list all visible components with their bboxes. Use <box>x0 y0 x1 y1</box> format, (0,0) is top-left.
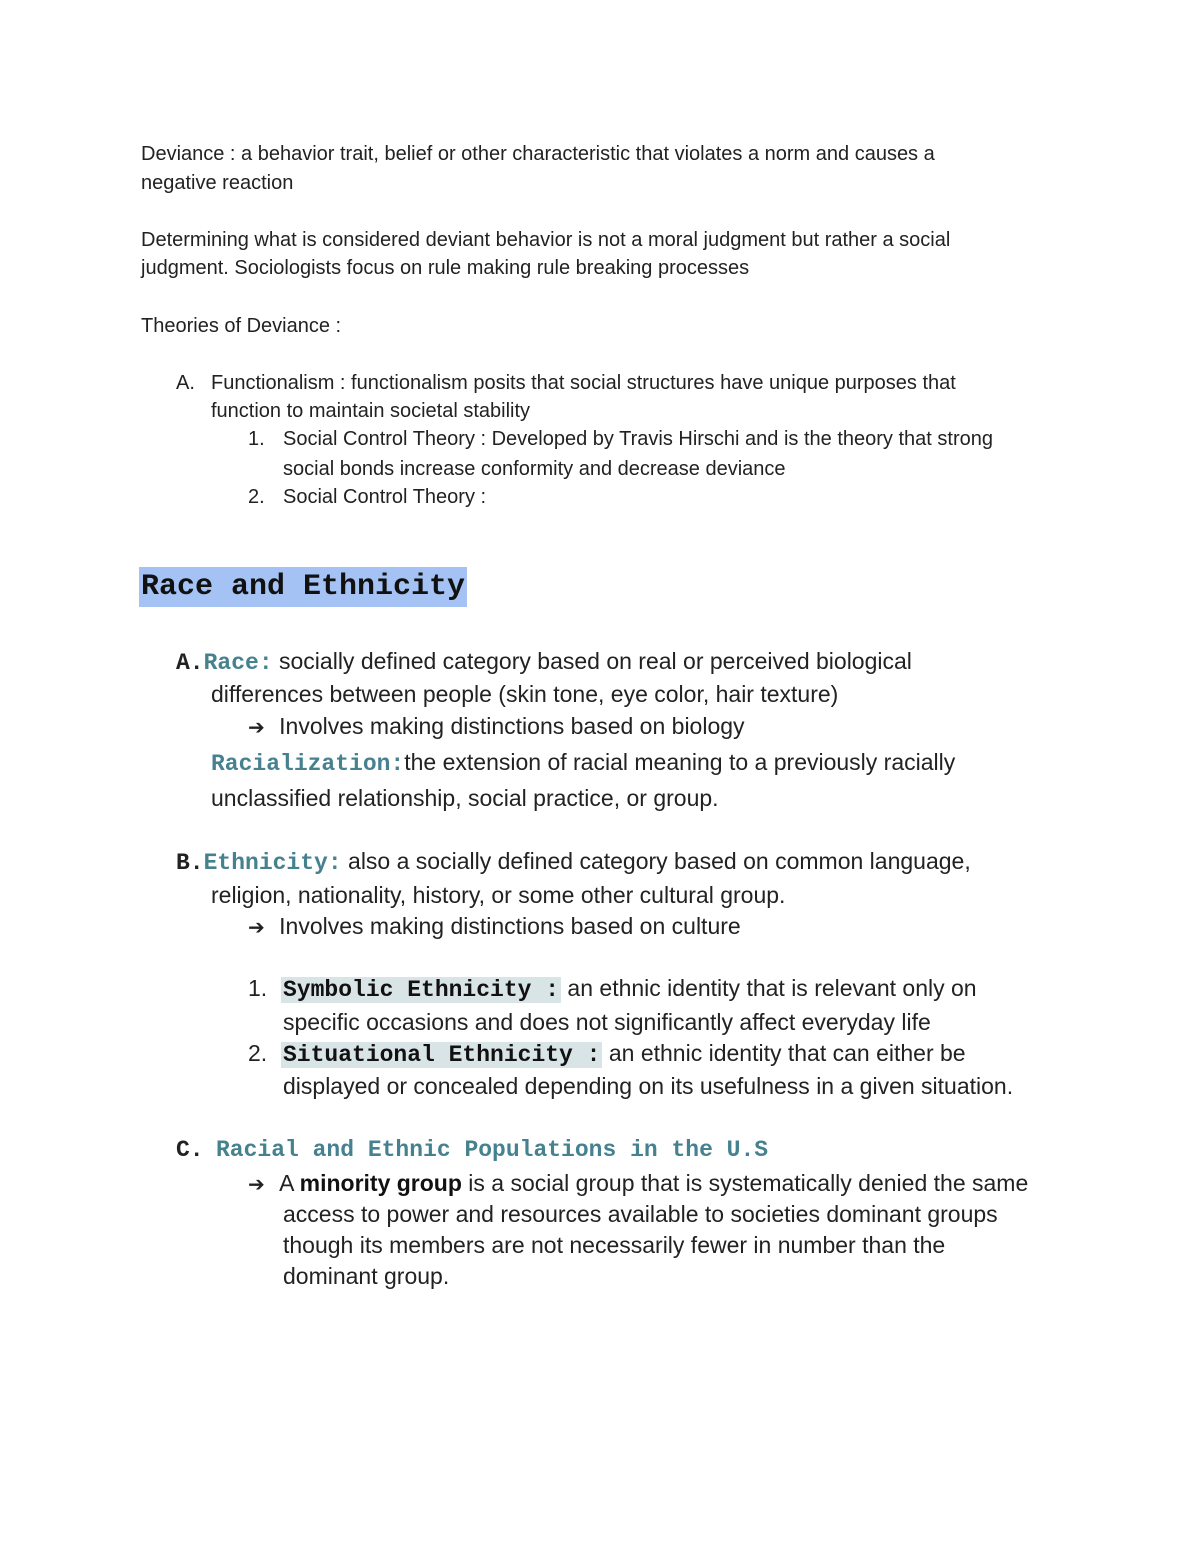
section-heading: Race and Ethnicity <box>139 567 467 607</box>
minority-group-line3: though its members are not necessarily fewer in number than the <box>283 1232 946 1258</box>
deviance-definition-line2: negative reaction <box>141 172 294 194</box>
social-control-theory-line1: Social Control Theory : Developed by Travis Hirschi and is the theory that strong <box>283 428 993 450</box>
racialization-definition: the extension of racial meaning to a previously racially <box>404 749 956 775</box>
race-line1 <box>176 645 912 679</box>
arrow-right-icon: ➔ <box>248 715 265 739</box>
race-bullet <box>248 710 745 743</box>
theories-title: Theories of Deviance : <box>141 315 342 337</box>
ethnicity-bullet-text: Involves making distinctions based on culture <box>279 913 741 939</box>
minority-group-line2: access to power and resources available to societies dominant groups <box>283 1201 998 1227</box>
list-marker-2: 2. <box>248 1040 268 1066</box>
minority-pre: A <box>279 1170 300 1196</box>
symbolic-ethnicity-line2: specific occasions and does not significantly affect everyday life <box>283 1009 931 1035</box>
symbolic-ethnicity-term: Symbolic Ethnicity : <box>283 977 560 1003</box>
functionalism-line1: Functionalism : functionalism posits that social structures have unique purposes that <box>211 372 956 394</box>
list-marker-1: 1. <box>248 975 268 1001</box>
ethnicity-line2: religion, nationality, history, or some other cultural group. <box>211 882 786 908</box>
minority-group-line4: dominant group. <box>283 1263 450 1289</box>
situational-ethnicity-definition: an ethnic identity that can either be <box>602 1040 966 1066</box>
populations-title-text: Racial and Ethnic Populations in the U.S <box>216 1137 769 1163</box>
list-marker-2: 2. <box>248 486 265 508</box>
racialization-line1 <box>211 746 955 780</box>
race-definition: socially defined category based on real or perceived biological <box>272 648 912 674</box>
list-marker-c: C. <box>176 1137 204 1163</box>
situational-ethnicity-term: Situational Ethnicity : <box>283 1042 601 1068</box>
situational-ethnicity-line2: displayed or concealed depending on its usefulness in a given situation. <box>283 1073 1014 1099</box>
racialization-line2: unclassified relationship, social practice, or group. <box>211 785 719 811</box>
racialization-term: Racialization: <box>211 751 405 777</box>
ethnicity-definition: also a socially defined category based on common language, <box>341 848 971 874</box>
race-bullet-text: Involves making distinctions based on biology <box>279 713 745 739</box>
ethnicity-line1 <box>176 845 971 879</box>
populations-title <box>176 1132 768 1166</box>
deviance-judgment-line2: judgment. Sociologists focus on rule making rule breaking processes <box>141 257 750 279</box>
ethnicity-bullet <box>248 910 741 943</box>
list-marker-a: A. <box>176 372 195 394</box>
race-term: Race: <box>203 650 273 676</box>
list-marker-a: A. <box>176 650 204 676</box>
situational-ethnicity-line1 <box>281 1037 966 1071</box>
ethnicity-term: Ethnicity: <box>203 850 342 876</box>
symbolic-ethnicity-line1 <box>281 972 977 1006</box>
minority-group-line1 <box>248 1167 1028 1200</box>
deviance-judgment-line1: Determining what is considered deviant behavior is not a moral judgment but rather a social <box>141 229 951 251</box>
arrow-right-icon: ➔ <box>248 1172 265 1196</box>
minority-group-term: minority group <box>299 1170 462 1196</box>
social-control-theory-2: Social Control Theory : <box>283 486 487 508</box>
symbolic-ethnicity-definition: an ethnic identity that is relevant only on <box>561 975 977 1001</box>
list-marker-1: 1. <box>248 428 265 450</box>
race-line2: differences between people (skin tone, eye color, hair texture) <box>211 681 839 707</box>
list-marker-b: B. <box>176 850 204 876</box>
functionalism-line2: function to maintain societal stability <box>211 400 531 422</box>
deviance-definition-line1: Deviance : a behavior trait, belief or other characteristic that violates a norm and causes a <box>141 143 935 165</box>
social-control-theory-line2: social bonds increase conformity and decrease deviance <box>283 458 786 480</box>
arrow-right-icon: ➔ <box>248 915 265 939</box>
minority-group-definition: is a social group that is systematically denied the same <box>461 1170 1029 1196</box>
